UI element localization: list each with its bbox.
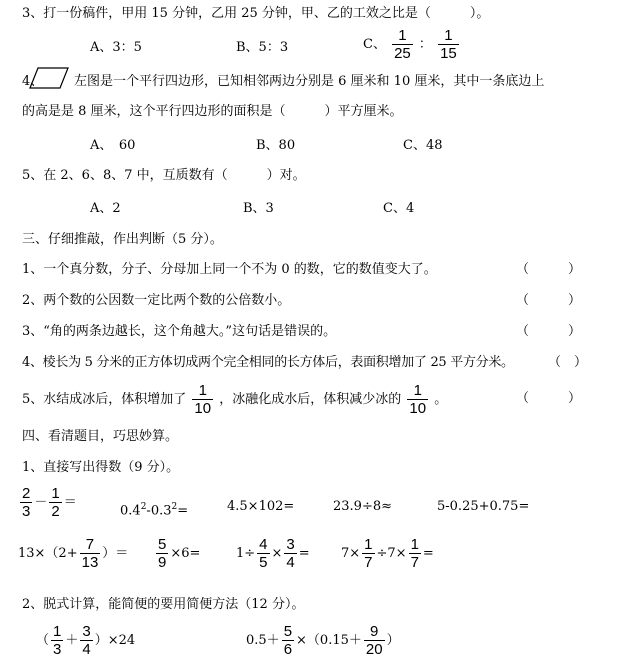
q4-stem-line-1: 左图是一个平行四边形，已知相邻两边分别是 6 厘米和 10 厘米，其中一条底边上: [74, 74, 545, 89]
equals: ＝: [63, 495, 77, 510]
numerator: 1: [53, 623, 62, 640]
fraction: [257, 536, 269, 571]
judgement-1-answer-blank: （ ）: [516, 262, 582, 277]
parallelogram-figure: [22, 65, 70, 91]
denominator: 3: [53, 641, 62, 658]
denominator: 5: [259, 554, 268, 571]
judgement-4-answer-blank: （ ）: [548, 355, 588, 370]
numerator: 2: [22, 485, 31, 502]
sub-1-title: 1、直接写出得数（9 分）。: [22, 460, 180, 475]
denominator: 13: [81, 554, 99, 571]
numerator: 3: [286, 536, 295, 553]
question-3-stem: 3、打一份稿件，甲用 15 分钟，乙用 25 分钟，甲、乙的工效之比是（ ）。: [22, 6, 490, 21]
denominator: 10: [194, 400, 212, 417]
judgement-5-text-2: ，冰融化成水后，体积减少冰的: [219, 392, 402, 407]
fraction: [80, 536, 101, 571]
base: -0.3: [146, 503, 172, 519]
paren-close: ）: [386, 633, 400, 648]
calc-7: [154, 536, 200, 571]
fraction: [20, 485, 32, 520]
numerator: 1: [413, 382, 422, 399]
calc-8: [236, 536, 310, 571]
numerator: 1: [51, 485, 60, 502]
fraction: [49, 485, 61, 520]
q3-c-fraction-1: [392, 27, 413, 62]
base: 0.4: [120, 503, 141, 519]
fraction: [51, 623, 63, 658]
fraction: [409, 536, 421, 571]
q4-option-b: B、80: [256, 138, 296, 153]
judgement-3-answer-blank: （ ）: [516, 324, 582, 339]
q4-number: 4、: [22, 74, 44, 89]
numerator: 7: [85, 536, 95, 553]
denominator: 20: [365, 641, 383, 658]
question-5-stem: 5、在 2、6、8、7 中，互质数有（ ）对。: [22, 168, 306, 183]
denominator: 7: [410, 554, 419, 571]
fraction: [364, 623, 385, 658]
judgement-2-answer-blank: （ ）: [516, 293, 582, 308]
q3-option-c-label: C、: [363, 37, 386, 52]
calc-9: [341, 536, 434, 571]
numerator: 9: [370, 623, 379, 640]
expr-prefix: 13×（2+: [18, 546, 78, 561]
calc-2: [120, 499, 188, 519]
calc-1: [18, 485, 77, 520]
sub-2-title: 2、脱式计算，能简便的要用简便方法（12 分）。: [22, 597, 305, 612]
numerator: 1: [398, 27, 407, 44]
denominator: 4: [82, 641, 91, 658]
q4-option-a: A、 60: [90, 138, 136, 153]
judgement-3: 3、“角的两条边越长，这个角越大。”这句话是错误的。: [22, 324, 337, 339]
q4-stem-line-2: 的高是是 8 厘米，这个平行四边形的面积是（ ）平方厘米。: [22, 104, 403, 119]
denominator: 2: [51, 503, 60, 520]
q5-option-a: A、2: [90, 201, 121, 216]
equals: =: [298, 546, 310, 561]
q3-option-a: A、3：5: [90, 40, 142, 55]
operator: ×: [271, 546, 283, 561]
denominator: 3: [22, 503, 31, 520]
q5-option-c: C、4: [383, 201, 415, 216]
numerator: 1: [364, 536, 373, 553]
numerator: 3: [82, 623, 91, 640]
q5-option-b: B、3: [243, 201, 274, 216]
judgement-5-answer-blank: （ ）: [516, 391, 582, 406]
equals: =: [177, 503, 189, 519]
q4-option-c: C、48: [403, 138, 443, 153]
denominator: 4: [286, 554, 295, 571]
fraction-one-tenth: [407, 382, 428, 417]
equals: =: [422, 546, 434, 561]
part-3-title: 三、仔细推敲，作出判断（5 分）。: [22, 232, 223, 247]
denominator: 25: [394, 45, 411, 62]
operator: ÷7×: [376, 546, 407, 561]
q3-option-c: [363, 27, 461, 62]
fraction: [156, 536, 168, 571]
judgement-5-text-3: 。: [434, 392, 448, 407]
fraction: [284, 536, 296, 571]
fraction: [80, 623, 92, 658]
denominator: 10: [409, 400, 427, 417]
calc-expression-2: [246, 623, 400, 658]
expr-suffix: ×6=: [170, 546, 201, 561]
calc-5: 5-0.25+0.75=: [437, 499, 530, 514]
numerator: 5: [158, 536, 167, 553]
part-4-title: 四、看清题目，巧思妙算。: [22, 429, 179, 444]
q3-c-colon: ：: [418, 37, 432, 52]
calc-4: 23.9÷8≈: [333, 499, 393, 514]
q3-option-b: B、5：3: [236, 40, 289, 55]
fraction: [362, 536, 374, 571]
fraction: [282, 623, 294, 658]
numerator: 1: [198, 382, 207, 399]
denominator: 15: [440, 45, 457, 62]
q3-c-fraction-2: [438, 27, 459, 62]
calc-6: [18, 536, 128, 571]
judgement-1: 1、一个真分数，分子、分母加上同一个不为 0 的数，它的数值变大了。: [22, 262, 437, 277]
operator: ＋: [65, 633, 79, 648]
denominator: 9: [158, 554, 167, 571]
exponent: 2: [171, 502, 178, 512]
denominator: 7: [364, 554, 373, 571]
numerator: 1: [444, 27, 453, 44]
judgement-5-text-1: 5、水结成冰后，体积增加了: [22, 392, 187, 407]
expr-prefix: 1÷: [236, 546, 256, 561]
calc-3: 4.5×102=: [227, 499, 295, 514]
numerator: 5: [283, 623, 293, 640]
expr-prefix: 7×: [341, 546, 361, 561]
calc-expression-1: [36, 623, 135, 658]
expr-suffix: ）＝: [102, 546, 129, 561]
exponent: 2: [140, 502, 147, 512]
operator: －: [34, 495, 48, 510]
judgement-5: [22, 382, 447, 417]
operator: ×（0.15＋: [296, 633, 362, 648]
judgement-2: 2、两个数的公因数一定比两个数的公倍数小。: [22, 293, 291, 308]
denominator: 6: [283, 641, 293, 658]
expr-suffix: ）×24: [94, 633, 136, 648]
judgement-4: 4、棱长为 5 分米的正方体切成两个完全相同的长方体后，表面积增加了 25 平方分米。: [22, 355, 514, 370]
expr-prefix: 0.5＋: [246, 633, 280, 648]
fraction-one-tenth: [192, 382, 213, 417]
paren-open: （: [36, 633, 50, 648]
numerator: 4: [259, 536, 268, 553]
numerator: 1: [410, 536, 419, 553]
